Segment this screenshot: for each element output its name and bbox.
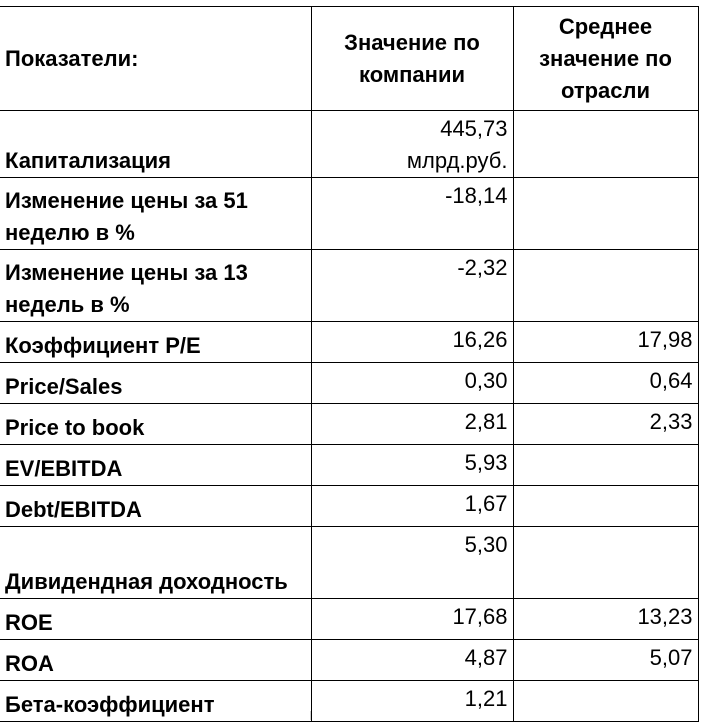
header-indicator[interactable]: Показатели: (0, 7, 311, 111)
industry-value-cell[interactable]: 5,07 (513, 640, 698, 681)
company-value-cell[interactable]: 17,68 (311, 599, 513, 640)
industry-value-cell[interactable]: 0,64 (513, 363, 698, 404)
row-label[interactable]: ROA (0, 640, 311, 681)
industry-value-cell[interactable] (513, 445, 698, 486)
row-label[interactable]: EV/EBITDA (0, 445, 311, 486)
industry-value-cell[interactable] (513, 178, 698, 250)
table-row-price-sales (0, 363, 698, 404)
company-value-cell[interactable]: -2,32 (311, 250, 513, 322)
table-row-ev-ebitda (0, 445, 698, 486)
row-label[interactable]: Price/Sales (0, 363, 311, 404)
table-row-pe (0, 322, 698, 363)
industry-value-cell[interactable]: 13,23 (513, 599, 698, 640)
company-value-cell[interactable]: 5,30 (311, 527, 513, 599)
table-row-roa (0, 640, 698, 681)
table-row-dividend-yield (0, 527, 698, 599)
table-row-capitalization (0, 111, 698, 178)
table-row-price-change-51w (0, 178, 698, 250)
company-value-cell[interactable]: 16,26 (311, 322, 513, 363)
industry-value-cell[interactable] (513, 250, 698, 322)
table-row-price-change-13w (0, 250, 698, 322)
next-row-gridline (310, 711, 701, 720)
table-row-price-book (0, 404, 698, 445)
row-label[interactable]: Капитализация (0, 111, 311, 178)
row-label[interactable]: Коэффициент P/E (0, 322, 311, 363)
company-value-cell[interactable]: 5,93 (311, 445, 513, 486)
company-value-cell[interactable]: 0,30 (311, 363, 513, 404)
row-label[interactable]: ROE (0, 599, 311, 640)
table-row-debt-ebitda (0, 486, 698, 527)
company-value-cell[interactable]: 4,87 (311, 640, 513, 681)
industry-value-cell[interactable] (513, 111, 698, 178)
row-label[interactable]: Изменение цены за 51 неделю в % (0, 178, 311, 250)
indicators-table (0, 6, 699, 722)
row-label[interactable]: Изменение цены за 13 недель в % (0, 250, 311, 322)
industry-value-cell[interactable]: 17,98 (513, 322, 698, 363)
industry-value-cell[interactable]: 2,33 (513, 404, 698, 445)
row-label[interactable]: Дивидендная доходность (0, 527, 311, 599)
row-label[interactable]: Debt/EBITDA (0, 486, 311, 527)
company-value-cell[interactable]: 1,21 (311, 681, 513, 722)
industry-value-cell[interactable] (513, 527, 698, 599)
company-value-cell[interactable]: 445,73 млрд.руб. (311, 111, 513, 178)
company-value-cell[interactable]: 1,67 (311, 486, 513, 527)
row-label[interactable]: Price to book (0, 404, 311, 445)
header-company-value[interactable]: Значение по компании (311, 7, 513, 111)
header-row (0, 7, 698, 111)
company-value-cell[interactable]: 2,81 (311, 404, 513, 445)
table-row-roe (0, 599, 698, 640)
row-label[interactable]: Бета-коэффициент (0, 681, 311, 722)
header-industry-average[interactable]: Среднее значение по отрасли (513, 7, 698, 111)
company-value-cell[interactable]: -18,14 (311, 178, 513, 250)
industry-value-cell[interactable] (513, 486, 698, 527)
